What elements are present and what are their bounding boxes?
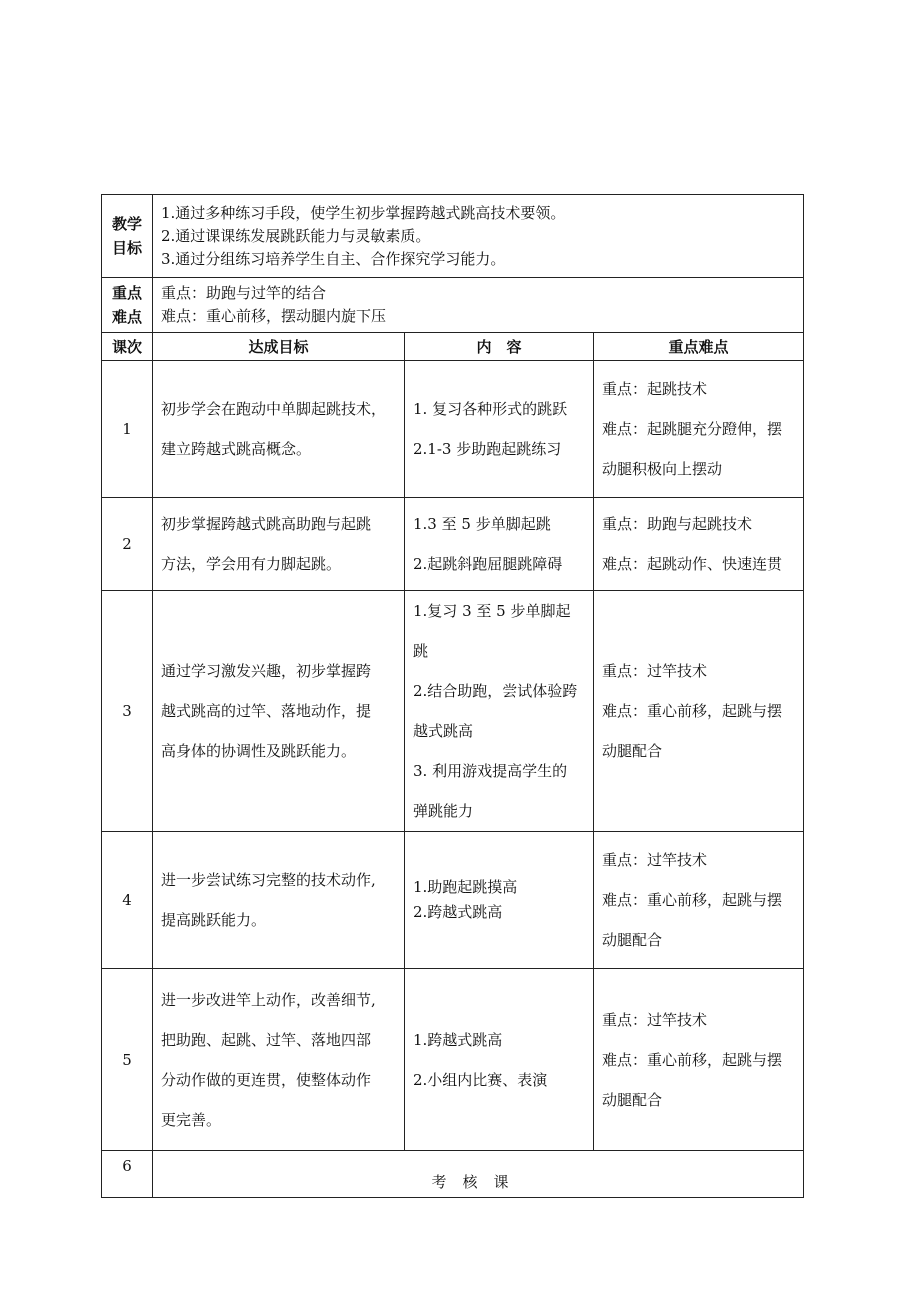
assessment-text: 考核课: [431, 1172, 525, 1191]
keypoints-text: 重点：助跑与过竿的结合 难点：重心前移，摆动腿内旋下压: [153, 278, 804, 333]
goal-cell: 初步学会在跑动中单脚起跳技术， 建立跨越式跳高概念。: [153, 361, 405, 498]
table-row: [102, 591, 804, 832]
lesson-number: 1: [102, 361, 153, 498]
lesson-number: 4: [102, 832, 153, 969]
objectives-label: 教学 目标: [102, 195, 153, 278]
goal-cell: 进一步改进竿上动作，改善细节, 把助跑、起跳、过竿、落地四部 分动作做的更连贯，使整体动作 更完善。: [153, 969, 405, 1151]
lesson-plan-table: [101, 194, 804, 1198]
table-row: [102, 969, 804, 1151]
difficulty-cell: 重点：过竿技术 难点：重心前移，起跳与摆 动腿配合: [594, 969, 804, 1151]
lesson-number: 5: [102, 969, 153, 1151]
difficulty-cell: 重点：助跑与起跳技术 难点：起跳动作、快速连贯: [594, 498, 804, 591]
content-cell: 1.跨越式跳高 2.小组内比赛、表演: [405, 969, 594, 1151]
lesson-number: 2: [102, 498, 153, 591]
difficulty-cell: 重点：过竿技术 难点：重心前移，起跳与摆 动腿配合: [594, 591, 804, 832]
content-cell: 1.助跑起跳摸高 2.跨越式跳高: [405, 832, 594, 969]
keypoints-label: 重点 难点: [102, 278, 153, 333]
header-content: 内 容: [405, 333, 594, 361]
content-cell: 1.3 至 5 步单脚起跳 2.起跳斜跑屈腿跳障碍: [405, 498, 594, 591]
goal-cell: 进一步尝试练习完整的技术动作, 提高跳跃能力。: [153, 832, 405, 969]
content-cell: 1.复习 3 至 5 步单脚起 跳 2.结合助跑，尝试体验跨 越式跳高 3. 利用游戏提高学生的 弹跳能力: [405, 591, 594, 832]
assessment-cell: [153, 1151, 804, 1198]
goal-cell: 初步掌握跨越式跳高助跑与起跳 方法，学会用有力脚起跳。: [153, 498, 405, 591]
keypoints-row: [102, 278, 804, 333]
objectives-text: 1.通过多种练习手段，使学生初步掌握跨越式跳高技术要领。 2.通过课课练发展跳跃能力与灵敏素质。 3.通过分组练习培养学生自主、合作探究学习能力。: [153, 195, 804, 278]
goal-cell: 通过学习激发兴趣，初步掌握跨 越式跳高的过竿、落地动作，提 高身体的协调性及跳跃能力。: [153, 591, 405, 832]
objectives-row: [102, 195, 804, 278]
lesson-number: 3: [102, 591, 153, 832]
difficulty-cell: 重点：起跳技术 难点：起跳腿充分蹬伸，摆 动腿积极向上摆动: [594, 361, 804, 498]
difficulty-cell: 重点：过竿技术 难点：重心前移，起跳与摆 动腿配合: [594, 832, 804, 969]
lesson-number: 6: [102, 1151, 153, 1198]
header-goal: 达成目标: [153, 333, 405, 361]
content-cell: 1. 复习各种形式的跳跃 2.1-3 步助跑起跳练习: [405, 361, 594, 498]
table-row: [102, 832, 804, 969]
table-header: [102, 333, 804, 361]
header-difficulty: 重点难点: [594, 333, 804, 361]
table-row: [102, 498, 804, 591]
header-lesson: 课次: [102, 333, 153, 361]
table-row: [102, 361, 804, 498]
table-row: [102, 1151, 804, 1198]
